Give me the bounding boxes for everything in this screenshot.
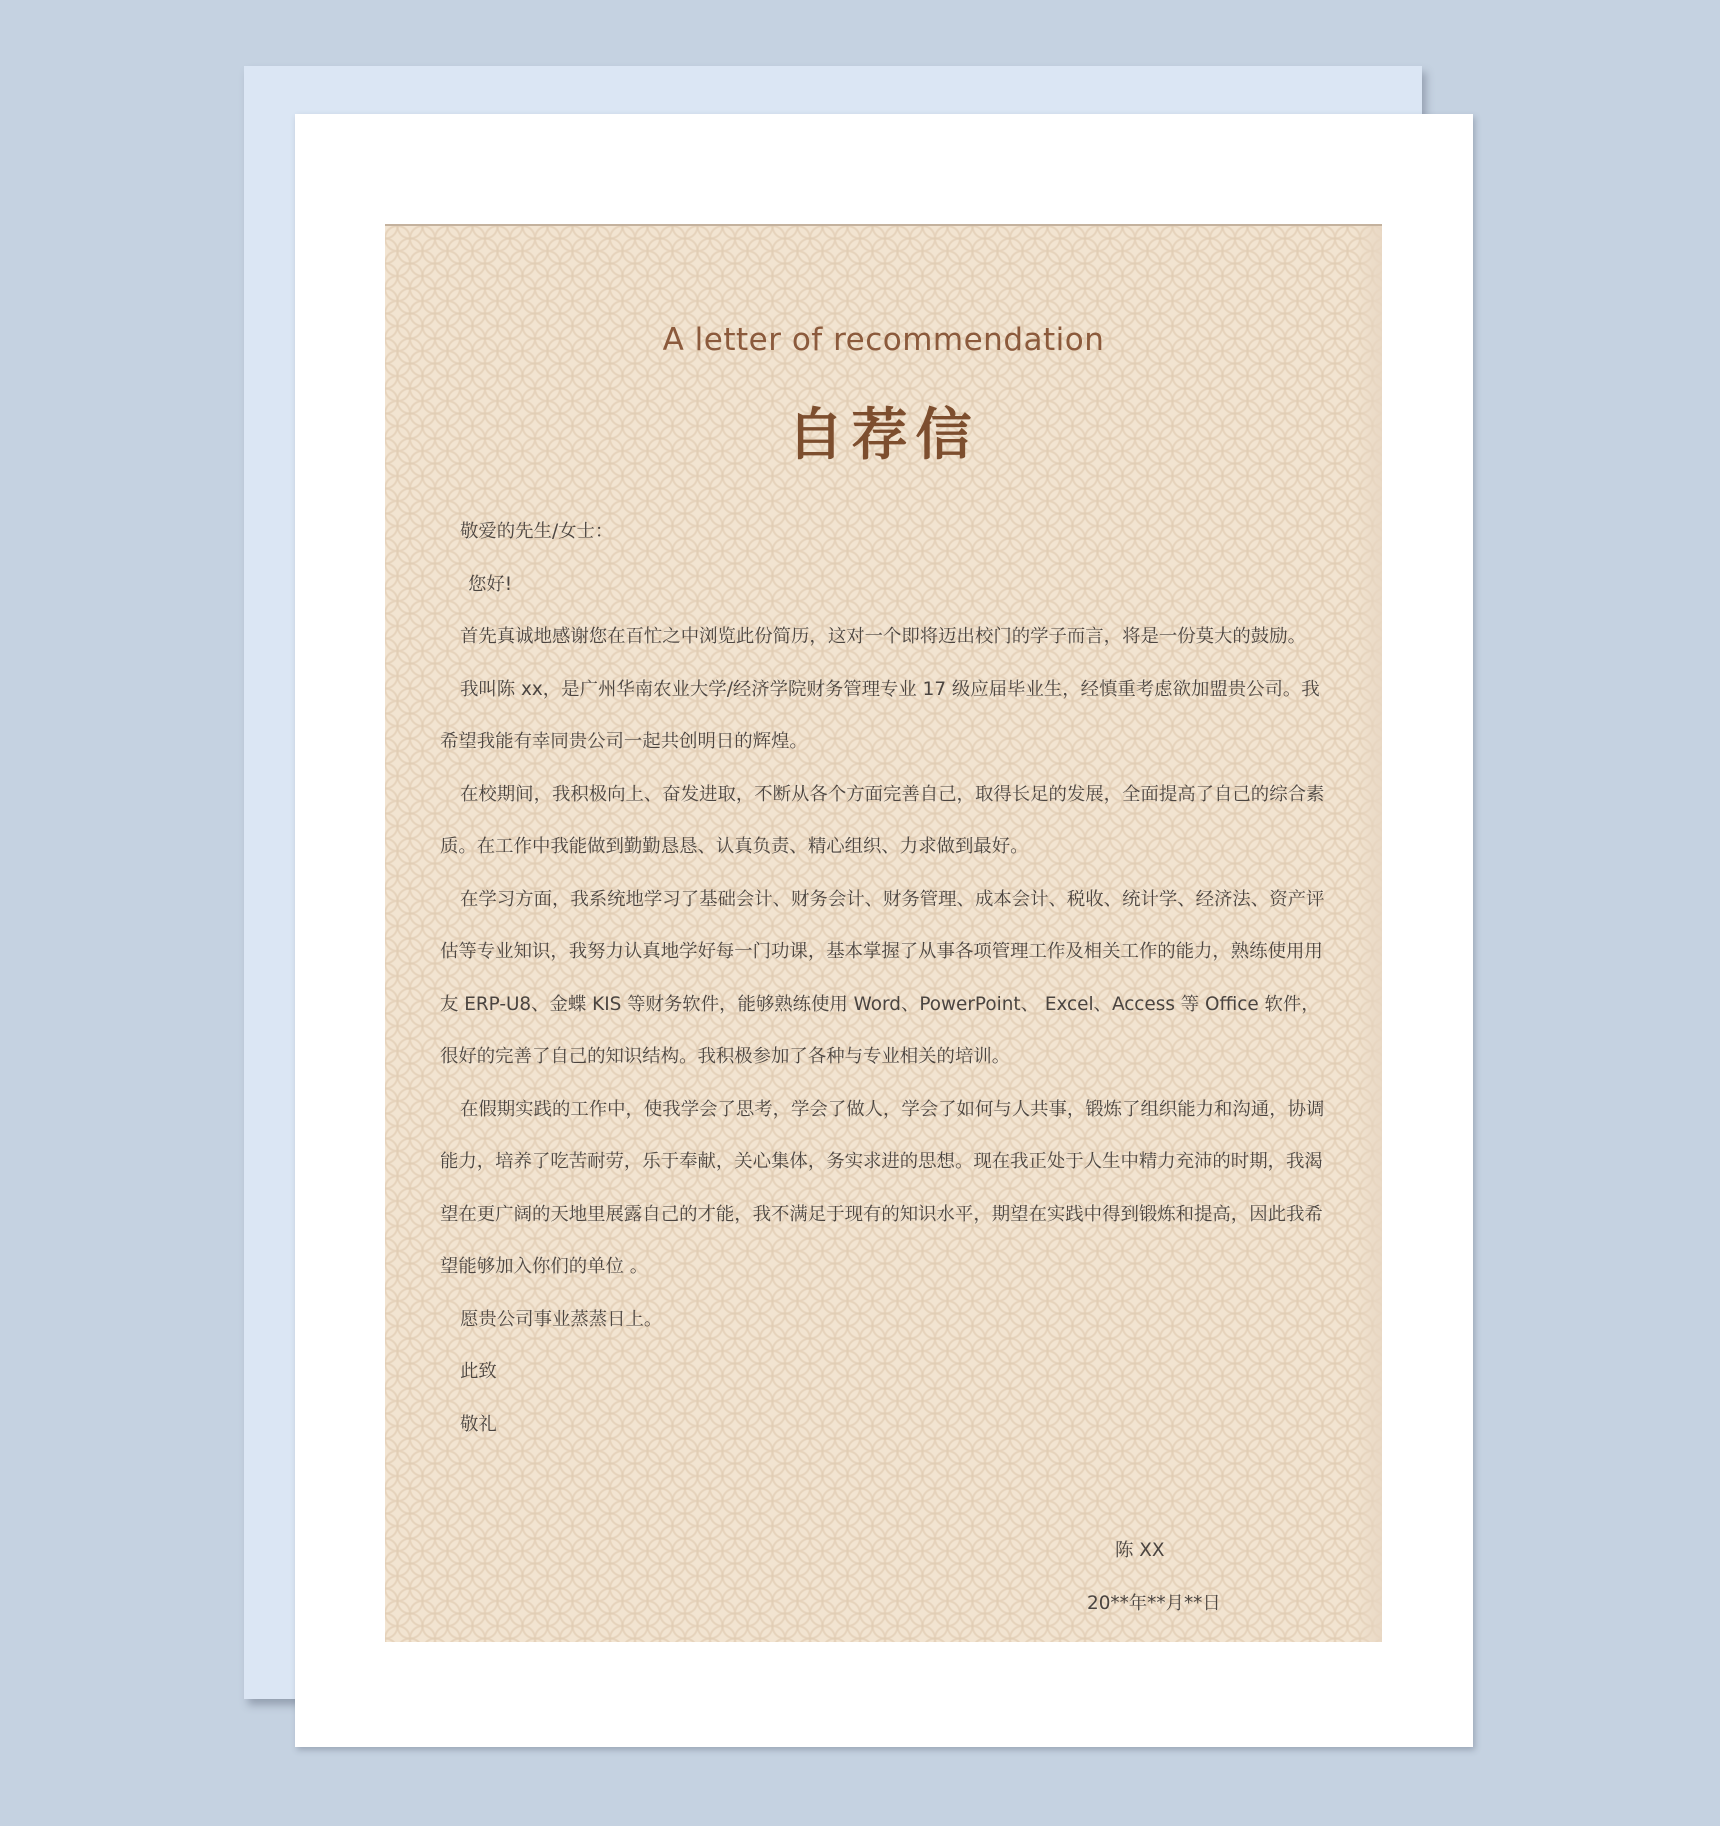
letter-title-chinese: 自荐信 <box>787 402 980 468</box>
paragraph-campus: 在校期间，我积极向上、奋发进取，不断从各个方面完善自己，取得长足的发展，全面提高了自己的综合素质。在工作中我能做到勤勤恳恳、认真负责、精心组织、力求做到最好。 <box>440 783 1325 857</box>
signature: 陈 XX <box>1115 1540 1165 1561</box>
paragraph-study: 在学习方面，我系统地学习了基础会计、财务会计、财务管理、成本会计、税收、统计学、经济法、资产评估等专业知识，我努力认真地学好每一门功课，基本掌握了从事各项管理工作及相关工作的能力，熟练使用用友 ERP-U8、金蝶 KIS 等财务软件，能够熟练使用 Word、PowerPoint、 Excel、Access 等 Office 软件，很好的完善了自己的知识结构。我积极参加了各种与专业相关的培训。 <box>440 888 1325 1067</box>
letter-date: 20**年**月**日 <box>1087 1593 1221 1614</box>
paragraph-practice: 在假期实践的工作中，使我学会了思考，学会了做人，学会了如何与人共事，锻炼了组织能力和沟通，协调能力，培养了吃苦耐劳，乐于奉献，关心集体，务实求进的思想。现在我正处于人生中精力充沛的时期，我渴望在更广阔的天地里展露自己的才能，我不满足于现有的知识水平，期望在实践中得到锻炼和提高，因此我希望能够加入你们的单位 。 <box>440 1098 1325 1277</box>
closing-cizhi: 此致 <box>460 1361 497 1382</box>
greeting-hello: 您好! <box>468 573 513 595</box>
salutation: 敬爱的先生/女士： <box>460 521 614 542</box>
closing-jingli: 敬礼 <box>460 1413 497 1435</box>
paragraph-introduction: 我叫陈 xx，是广州华南农业大学/经济学院财务管理专业 17 级应届毕业生，经慎重考虑欲加盟贵公司。我希望我能有幸同贵公司一起共创明日的辉煌。 <box>440 678 1320 752</box>
paragraph-thanks: 首先真诚地感谢您在百忙之中浏览此份简历，这对一个即将迈出校门的学子而言，将是一份莫大的鼓励。 <box>460 626 1306 647</box>
front-paper-sheet <box>295 114 1473 1747</box>
letter-title-english: A letter of recommendation <box>662 322 1105 358</box>
letter-body <box>440 506 1330 1451</box>
letter-paper <box>385 224 1382 1642</box>
paragraph-wishes: 愿贵公司事业蒸蒸日上。 <box>460 1308 663 1330</box>
